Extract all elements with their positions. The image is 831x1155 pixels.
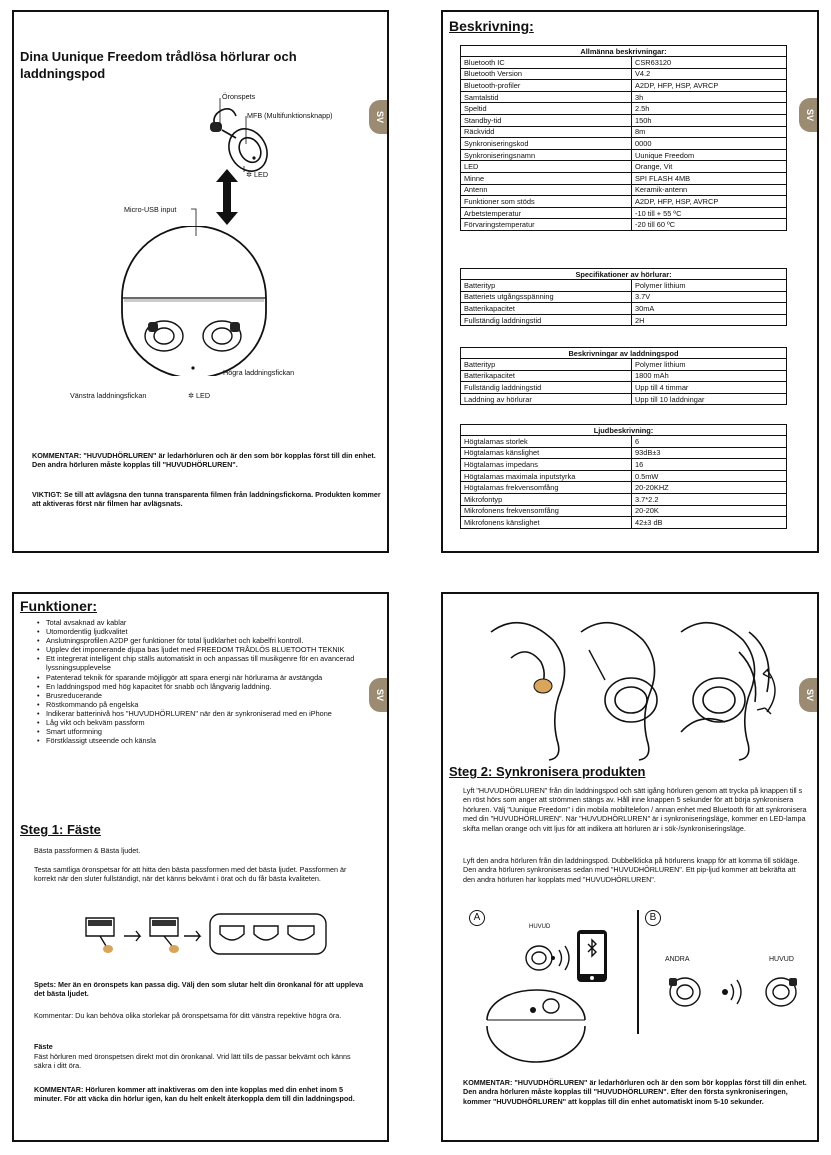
feature-item: • Indikerar batterinivå hos "HUVUDHÖRLUREN" när den är synkroniserad med en iPhone [36,709,366,718]
spec-label: Batterityp [461,280,632,292]
manual-page-specs [441,10,819,553]
spec-row [461,196,787,208]
attach-heading: Fäste [34,1042,53,1051]
label-andra: ANDRA [665,956,690,963]
language-tab: SV [369,678,389,712]
ear-insert-illustration [481,612,791,762]
divider [637,910,639,1034]
feature-item: • Låg vikt och bekväm passform [36,718,366,727]
spec-label: Mikrofontyp [461,493,632,505]
pairing-illustration-b [663,968,803,1018]
spec-value: 42±3 dB [632,517,787,529]
table-header: Ljudbeskrivning: [461,425,787,436]
spec-value: 1800 mAh [632,370,787,382]
spec-row [461,80,787,92]
spec-label: Högtalarnas storlek [461,436,632,448]
spec-row [461,207,787,219]
spec-row [461,161,787,173]
spec-value: V4.2 [632,68,787,80]
general-specs-table [460,45,787,231]
feature-item: • Utomordentlig ljudkvalitet [36,627,366,636]
spec-label: Mikrofonens känslighet [461,517,632,529]
spec-label: Samtalstid [461,91,632,103]
label-huvud-a: HUVUD [529,924,551,930]
spec-row [461,303,787,315]
spec-row [461,219,787,231]
pairing-text-2: Lyft den andra hörluren från din laddningspod. Dubbelklicka på hörlurens knapp för att komma till sökläge. Den andra hörluren synkroniseras sedan med "HUVUDHÖRLUREN". Ett pip-ljud kommer att bekräfta att den andra hörluren har kopplats med "HUVUDHÖRLUREN". [463,856,800,884]
step1-text: Testa samtliga öronspetsar för att hitta den bästa passformen med det bästa ljudet. Passformen är korrekt när den sluter fullständigt, när det känns bekvämt i örat och du får bästa kvaliteten. [34,865,347,884]
spec-row [461,482,787,494]
spec-label: Högtalarnas frekvensomfång [461,482,632,494]
led-icon: ✲ [246,170,253,179]
spec-row [461,382,787,394]
label-micro-usb: Micro-USB input [124,205,177,214]
label-ear-tip: Öronspets [222,92,256,101]
spec-value: Upp till 4 timmar [632,382,787,394]
ear-tip-fit-illustration [80,908,330,960]
spec-row [461,184,787,196]
spec-row [461,172,787,184]
spec-row [461,393,787,405]
step1-subtitle: Bästa passformen & Bästa ljudet. [34,846,141,855]
table-header: Specifikationer av hörlurar: [461,269,787,280]
spec-value: Upp till 10 laddningar [632,393,787,405]
spec-label: Fullständig laddningstid [461,382,632,394]
spec-row [461,103,787,115]
spec-row [461,370,787,382]
important-text: VIKTIGT: Se till att avlägsna den tunna transparenta filmen från laddningsfickorna. Produkten kommer att aktiveras först när filmen har avlägsnats. [32,490,381,509]
spec-row [461,126,787,138]
page-title: Dina Uunique Freedom trådlösa hörlurar och laddningspod [20,49,297,81]
spec-label: Batteriets utgångsspänning [461,291,632,303]
marker-a: A [469,910,485,926]
insert-arrow [214,169,240,225]
spec-row [461,138,787,150]
spec-row [461,291,787,303]
spec-row [461,517,787,529]
spec-label: Batterityp [461,359,632,371]
spec-value: Uunique Freedom [632,149,787,161]
spec-value: A2DP, HFP, HSP, AVRCP [632,80,787,92]
feature-item: • Upplev det imponerande djupa bas ljudet med FREEDOM TRÅDLÖS BLUETOOTH TEKNIK [36,645,366,654]
inactivity-note: KOMMENTAR: Hörluren kommer att inaktiveras om den inte kopplas med din enhet inom 5 minuter. För att väcka din hörlur igen, kan du helt enkelt återkoppla dem till din laddningspod. [34,1085,355,1104]
language-tab: SV [369,100,389,134]
feature-item: • Brusreducerande [36,691,366,700]
feature-item: • Förstklassigt utseende och känsla [36,736,366,745]
spec-value: 6 [632,436,787,448]
feature-item: • Ett integrerat intelligent chip ställs automatiskt in och anpassas till musikgenre för en avancerad lyssningsupplevelse [36,654,366,672]
spec-label: Synkroniseringsnamn [461,149,632,161]
spec-label: Fullständig laddningstid [461,314,632,326]
spec-label: Standby-tid [461,114,632,126]
spec-label: Laddning av hörlurar [461,393,632,405]
spec-label: Funktioner som stöds [461,196,632,208]
spec-label: Minne [461,172,632,184]
spec-label: Högtalarnas maximala inputstyrka [461,470,632,482]
audio-specs-table [460,424,787,529]
marker-b: B [645,910,661,926]
label-mfb: MFB (Multifunktionsknapp) [247,111,333,120]
features-heading: Funktioner: [20,598,97,614]
features-list [36,618,366,745]
spec-value: CSR63120 [632,57,787,69]
attach-text: Fäst hörluren med öronspetsen direkt mot din öronkanal. Vrid lätt tills de passar bekvämt och känns säkra i ditt öra. [34,1052,351,1071]
spec-label: LED [461,161,632,173]
spec-row [461,314,787,326]
label-left-pocket: Vänstra laddningsfickan [70,391,147,400]
pairing-text-1: Lyft "HUVUDHÖRLUREN" från din laddningspod och sätt igång hörluren genom att trycka på knappen till s en röst hörs som anger att strömmen stängs av. Håll inne knappen 5 sekunder för att börja synkronisera hörluren. Välj "Uunique Freedom" i din mobila mobiltelefon / annan enhet med Bluetooth för att synkronisera med din "HUVUDHÖRLUREN". När "HUVUDHÖRLUREN" är i synkroniseringsläge, kommer en LED-lampa skifta mellan orange och vitt ljus för att indikera att hörluren är i sök-/synkroniseringsläge. [463,786,807,833]
spec-label: Bluetooth Version [461,68,632,80]
spec-value: Polymer lithium [632,359,787,371]
spec-label: Bluetooth-profiler [461,80,632,92]
label-led-top: ✲ LED [246,170,269,179]
spec-label: Speltid [461,103,632,115]
spec-value: Polymer lithium [632,280,787,292]
spec-value: 2.5h [632,103,787,115]
language-tab: SV [799,678,819,712]
pod-specs-table [460,347,787,405]
table-header: Beskrivningar av laddningspod [461,348,787,359]
manual-page-features [12,592,389,1142]
led-icon: ✲ [188,391,195,400]
spec-value: 93dB±3 [632,447,787,459]
spec-label: Bluetooth IC [461,57,632,69]
spec-value: 0000 [632,138,787,150]
feature-item: • Total avsaknad av kablar [36,618,366,627]
spec-value: A2DP, HFP, HSP, AVRCP [632,196,787,208]
spec-value: Keramik-antenn [632,184,787,196]
spec-label: Förvaringstemperatur [461,219,632,231]
spec-value: 16 [632,459,787,471]
spec-row [461,91,787,103]
spec-value: 2H [632,314,787,326]
spec-label: Synkroniseringskod [461,138,632,150]
spec-label: Arbetstemperatur [461,207,632,219]
spec-row [461,447,787,459]
spec-row [461,280,787,292]
spec-label: Högtalarnas impedans [461,459,632,471]
manual-page-overview [12,10,389,553]
spec-row [461,436,787,448]
spec-value: Orange, Vit [632,161,787,173]
spec-value: 20-20KHZ [632,482,787,494]
spec-row [461,459,787,471]
spec-label: Batterikapacitet [461,303,632,315]
spec-value: 8m [632,126,787,138]
pod-illustration-a [483,986,589,1064]
spec-row [461,505,787,517]
feature-item: • Röstkommando på engelska [36,700,366,709]
spec-value: 3h [632,91,787,103]
label-huvud-b: HUVUD [769,956,794,963]
earbud-specs-table [460,268,787,326]
spec-value: -20 till 60 ºC [632,219,787,231]
spec-row [461,493,787,505]
tip-text: Spets: Mer än en öronspets kan passa dig. Välj den som slutar helt din öronkanal för att uppleva det bästa ljudet. [34,980,364,999]
spec-value: -10 till + 55 ºC [632,207,787,219]
spec-label: Räckvidd [461,126,632,138]
spec-label: Batterikapacitet [461,370,632,382]
spec-value: 20-20K [632,505,787,517]
label-right-pocket: Högra laddningsfickan [223,368,295,377]
spec-row [461,57,787,69]
feature-item: • En laddningspod med hög kapacitet för snabb och långvarig laddning. [36,682,366,691]
language-tab: SV [799,98,819,132]
feature-item: • Anslutningsprofilen A2DP ger funktioner för total ljudklarhet och kabelfri kontroll. [36,636,366,645]
charging-pod-illustration [118,226,270,376]
step2-heading: Steg 2: Synkronisera produkten [449,764,646,779]
spec-label: Högtalarnas känslighet [461,447,632,459]
spec-label: Mikrofonens frekvensomfång [461,505,632,517]
pairing-illustration-a [519,930,619,982]
spec-row [461,470,787,482]
label-led-bottom: ✲ LED [188,391,211,400]
spec-value: SPI FLASH 4MB [632,172,787,184]
pairing-comment: KOMMENTAR: "HUVUDHÖRLUREN" är ledarhörluren och är den som bör kopplas först till din enhet. Den andra hörluren måste kopplas till "HUVUDHÖRLUREN". Efter den första synkroniseringen, kommer "HUVUDHÖRLUREN" att kopplas till din enhet automatiskt inom 5-10 sekunder. [463,1078,807,1106]
feature-item: • Patenterad teknik för sparande möjliggör att spara energi när hörlurarna är avstängda [36,673,366,682]
step1-heading: Steg 1: Fäste [20,822,101,837]
spec-label: Antenn [461,184,632,196]
spec-value: 30mA [632,303,787,315]
spec-row [461,359,787,371]
size-comment-text: Kommentar: Du kan behöva olika storlekar på öronspetsarna för ditt vänstra repektive högra öra. [34,1011,342,1020]
specs-heading: Beskrivning: [449,18,534,34]
spec-value: 3.7V [632,291,787,303]
spec-value: 3.7*2.2 [632,493,787,505]
comment-text: KOMMENTAR: "HUVUDHÖRLUREN" är ledarhörluren och är den som bör kopplas först till din enhet. Den andra hörluren måste kopplas till "HUVUDHÖRLUREN". [32,451,376,470]
spec-value: 150h [632,114,787,126]
spec-row [461,149,787,161]
table-header: Allmänna beskrivningar: [461,46,787,57]
feature-item: • Smart utformning [36,727,366,736]
spec-row [461,68,787,80]
spec-value: 0.5mW [632,470,787,482]
spec-row [461,114,787,126]
manual-page-pairing [441,592,819,1142]
